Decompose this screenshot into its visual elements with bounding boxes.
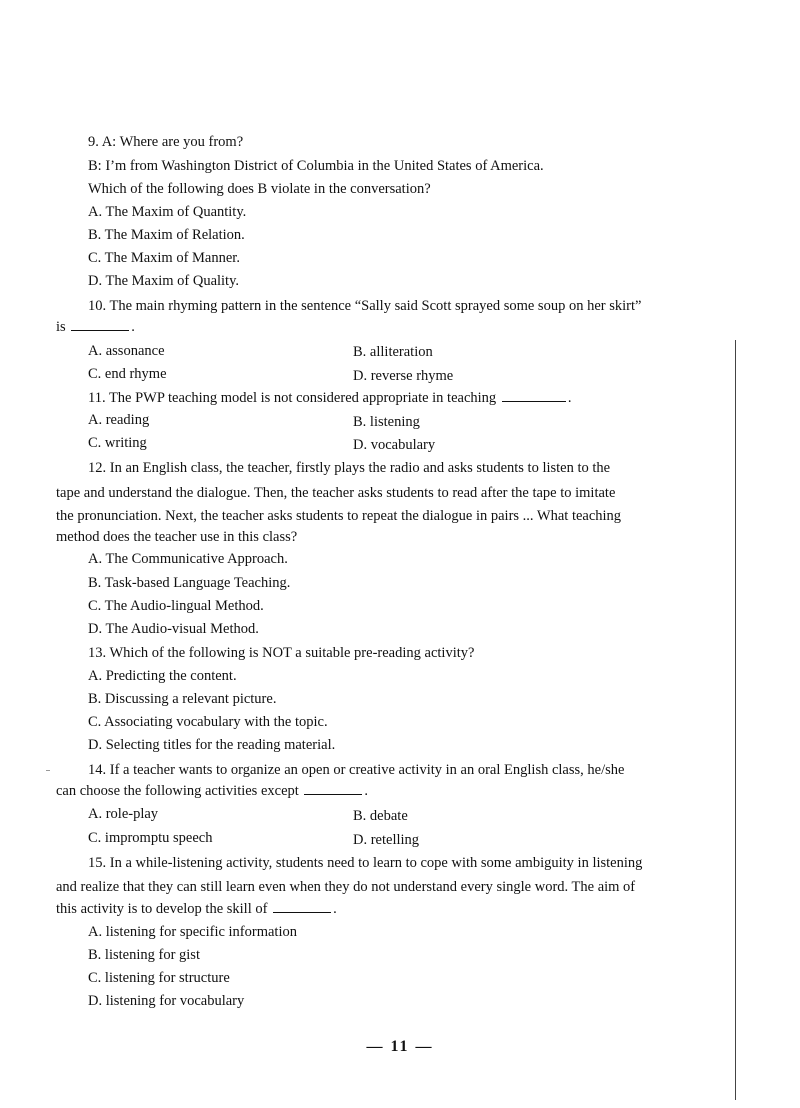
question-14-option-b: B. debate xyxy=(353,808,408,824)
question-11-option-a: A. reading xyxy=(88,412,150,428)
question-12-option-a: A. The Communicative Approach. xyxy=(88,551,288,567)
question-15-option-a: A. listening for specific information xyxy=(88,924,297,940)
question-15-stem-suffix: . xyxy=(333,901,337,917)
question-10-stem-end xyxy=(56,318,135,336)
question-13-line-1: 13. Which of the following is NOT a suitable pre-reading activity? xyxy=(88,645,475,661)
question-13-option-a: A. Predicting the content. xyxy=(88,668,237,684)
question-12-option-c: C. The Audio-lingual Method. xyxy=(88,598,264,614)
question-14-option-d: D. retelling xyxy=(353,832,420,848)
question-15-option-c: C. listening for structure xyxy=(88,970,230,986)
question-10-stem: 10. The main rhyming pattern in the sentence “Sally said Scott sprayed some soup on her skirt” xyxy=(88,298,642,314)
question-14-stem-suffix: . xyxy=(364,783,369,799)
question-14-stem: 14. If a teacher wants to organize an open or creative activity in an oral English class, he/she xyxy=(88,762,625,778)
question-12-option-d: D. The Audio-visual Method. xyxy=(88,621,259,637)
question-11-stem-text: 11. The PWP teaching model is not considered appropriate in teaching xyxy=(88,390,497,406)
question-9-option-b: B. The Maxim of Relation. xyxy=(88,227,245,243)
question-13-option-b: B. Discussing a relevant picture. xyxy=(88,691,277,707)
question-14-stem-end xyxy=(56,782,368,800)
answer-blank xyxy=(273,900,331,913)
question-15-stem-end-text: this activity is to develop the skill of xyxy=(56,901,268,917)
question-9-line-3: Which of the following does B violate in the conversation? xyxy=(88,181,431,197)
question-11-stem xyxy=(88,389,571,407)
question-10-option-a: A. assonance xyxy=(88,343,165,359)
question-15-option-d: D. listening for vocabulary xyxy=(88,993,245,1009)
question-15-option-b: B. listening for gist xyxy=(88,947,200,963)
question-14-option-c: C. impromptu speech xyxy=(88,830,213,846)
question-13-option-d: D. Selecting titles for the reading material. xyxy=(88,737,336,753)
scan-mark xyxy=(46,770,50,771)
question-14-stem-end-text: can choose the following activities except xyxy=(56,783,299,799)
question-9-line-1: 9. A: Where are you from? xyxy=(88,134,244,150)
page-number: — 11 — xyxy=(366,1038,434,1055)
question-11-stem-suffix: . xyxy=(567,390,572,406)
question-12-line-3: the pronunciation. Next, the teacher asks students to repeat the dialogue in pairs ... What teaching xyxy=(56,508,622,524)
answer-blank xyxy=(304,782,362,795)
question-10-option-b: B. alliteration xyxy=(353,344,433,360)
question-9-option-a: A. The Maxim of Quantity. xyxy=(88,204,247,220)
answer-blank xyxy=(502,389,566,402)
question-13-option-c: C. Associating vocabulary with the topic. xyxy=(88,714,328,730)
answer-blank xyxy=(71,318,129,331)
question-11-option-c: C. writing xyxy=(88,435,147,451)
question-12-line-4: method does the teacher use in this class? xyxy=(56,529,298,545)
question-10-stem-suffix: . xyxy=(131,319,135,335)
question-9-option-c: C. The Maxim of Manner. xyxy=(88,250,240,266)
question-12-option-b: B. Task-based Language Teaching. xyxy=(88,575,291,591)
question-15-line-2: and realize that they can still learn even when they do not understand every single word. The aim of xyxy=(56,879,636,895)
question-14-option-a: A. role-play xyxy=(88,806,159,822)
question-12-line-1: 12. In an English class, the teacher, firstly plays the radio and asks students to listen to the xyxy=(88,460,611,476)
question-10-option-d: D. reverse rhyme xyxy=(353,368,454,384)
question-15-line-1: 15. In a while-listening activity, students need to learn to cope with some ambiguity in listening xyxy=(88,855,643,871)
question-11-option-d: D. vocabulary xyxy=(353,437,436,453)
question-10-option-c: C. end rhyme xyxy=(88,366,167,382)
scan-edge-line xyxy=(735,340,736,1100)
question-10-stem-end-text: is xyxy=(56,319,66,335)
question-9-option-d: D. The Maxim of Quality. xyxy=(88,273,240,289)
question-11-option-b: B. listening xyxy=(353,414,420,430)
question-9-line-2: B: I’m from Washington District of Columbia in the United States of America. xyxy=(88,158,544,174)
question-15-stem-end xyxy=(56,900,337,918)
question-12-line-2: tape and understand the dialogue. Then, the teacher asks students to read after the tape to imitate xyxy=(56,485,616,501)
